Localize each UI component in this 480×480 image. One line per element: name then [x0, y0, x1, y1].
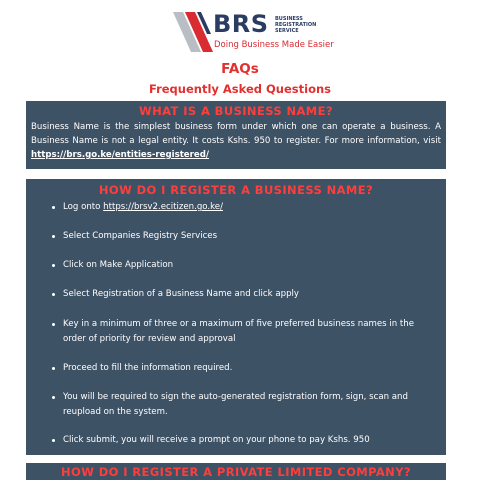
brs-logo-mark	[171, 8, 213, 52]
faq-question: HOW DO I REGISTER A PRIVATE LIMITED COMPANY?	[61, 465, 411, 479]
entities-registered-link[interactable]: https://brs.go.ke/entities-registered/	[31, 150, 209, 160]
faq-answer: Business Name is the simplest business form under which one can operate a business. A Business Name is not a legal entity. It costs Kshs. 950 to register. For more information, visit https://brs.go.ke/entities-registered/	[31, 122, 441, 160]
page-title: FAQs	[221, 61, 259, 77]
page-subtitle: Frequently Asked Questions	[148, 82, 332, 96]
ecitizen-link[interactable]: https://brsv2.ecitizen.go.ke/	[103, 202, 223, 212]
list-item: Click submit, you will receive a prompt on your phone to pay Kshs. 950	[63, 433, 433, 448]
logo-tagline: Doing Business Made Easier	[214, 40, 334, 50]
list-item: Proceed to fill the information required.	[63, 361, 433, 376]
list-item: Key in a minimum of three or a maximum of five preferred business names in the order of priority for review and approval	[63, 317, 433, 346]
list-item: You will be required to sign the auto-generated registration form, sign, scan and reupload on the system.	[63, 390, 433, 419]
list-item: Click on Make Application	[63, 258, 433, 273]
list-item: Select Companies Registry Services	[63, 229, 433, 244]
faq-card-business-name	[26, 101, 446, 169]
brs-logo	[171, 8, 334, 54]
faq-question: HOW DO I REGISTER A BUSINESS NAME?	[98, 183, 374, 197]
faq-question: WHAT IS A BUSINESS NAME?	[139, 104, 333, 118]
list-item: Log onto https://brsv2.ecitizen.go.ke/	[63, 200, 433, 215]
faq-card-register-business-name	[26, 179, 446, 455]
logo-text: BRS	[213, 10, 269, 38]
list-item: Select Registration of a Business Name and click apply	[63, 287, 433, 302]
faq-card-private-limited-company	[26, 463, 446, 480]
logo-subtext: BUSINESS REGISTRATION SERVICE	[275, 16, 317, 34]
